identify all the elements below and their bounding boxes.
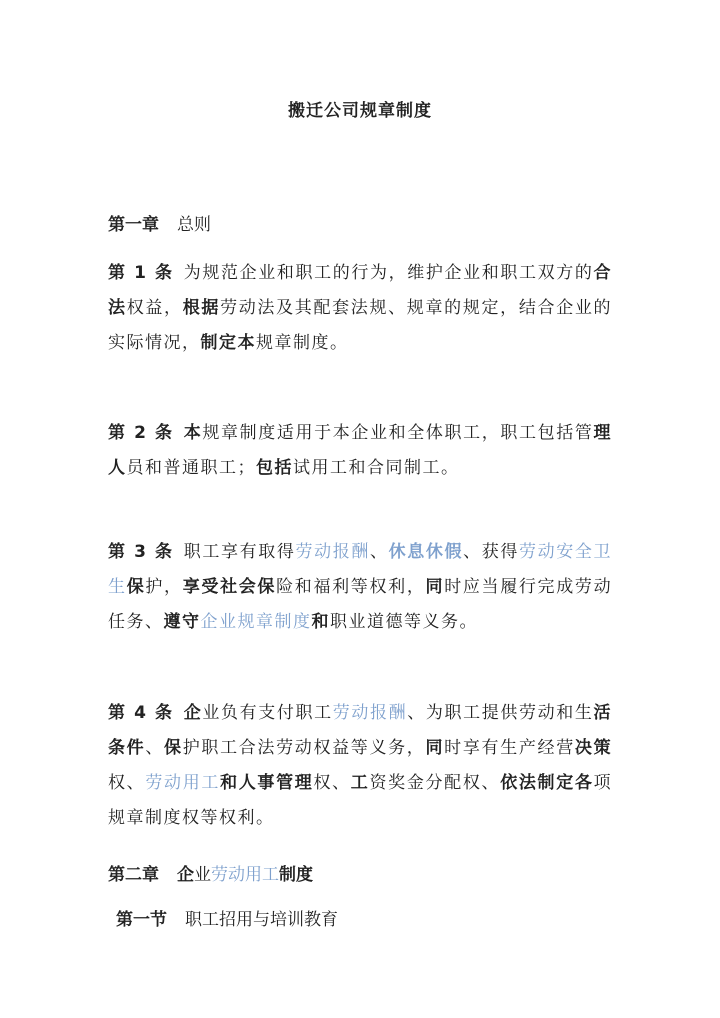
- article-2-text: 包括: [256, 458, 293, 478]
- article-3-highlight: 企业规章制度: [200, 612, 312, 632]
- article-4-text: 同: [425, 738, 445, 758]
- article-1-text: 权益，: [126, 298, 183, 318]
- article-3-label: 第 3 条: [108, 542, 174, 562]
- article-3-text: 和: [311, 612, 330, 632]
- article-3-highlight: 休息休假: [388, 542, 464, 562]
- article-3-text: 、: [369, 542, 389, 562]
- article-3-text: 遵守: [163, 612, 201, 632]
- article-3-text: 险和福利等权利，: [276, 577, 426, 597]
- article-1-text: 合法: [108, 263, 613, 318]
- chapter-2-label: 第二章: [108, 865, 159, 885]
- article-4-text: 权、: [108, 773, 146, 793]
- article-4-highlight: 劳动用工: [145, 773, 221, 793]
- article-1-text: 规章制度。: [256, 333, 349, 353]
- chapter-1-label: 第一章: [108, 215, 159, 235]
- article-3-text: 职业道德等义务。: [330, 612, 478, 632]
- chapter-2-heading: [108, 860, 313, 885]
- article-1-text: 为规范企业和职工的行为，维护企业和职工双方的: [183, 263, 594, 283]
- article-4-text: 和人事管理: [220, 773, 314, 793]
- article-4-text: 、为职工提供劳动和生: [407, 703, 594, 723]
- chapter-2-text: 制度: [279, 865, 313, 885]
- article-2-text: 理人: [108, 423, 613, 478]
- article-4: [108, 696, 612, 836]
- article-1: [108, 256, 612, 361]
- article-3-text: 享受社会保: [182, 577, 277, 597]
- article-1-text: 劳动法及其配套法规、规章的规定，结合企业的实际情况，: [108, 298, 613, 353]
- chapter-1-name: 总则: [177, 215, 211, 235]
- article-4-text: 企: [183, 703, 203, 723]
- article-3-highlight: 劳动报酬: [295, 542, 370, 562]
- article-4-highlight: 劳动报酬: [332, 703, 408, 723]
- article-2-text: 员和普通职工；: [126, 458, 256, 478]
- chapter-2-text: 企: [177, 865, 194, 885]
- article-4-text: 项规章制度权等权利。: [108, 773, 613, 828]
- article-3-text: 护，: [145, 577, 183, 597]
- article-2-text: 本: [183, 423, 203, 443]
- article-2: [108, 416, 612, 486]
- article-1-text: 根据: [182, 298, 221, 318]
- article-3-text: 同: [425, 577, 445, 597]
- article-4-text: 资奖金分配权、: [369, 773, 501, 793]
- article-4-text: 决策: [574, 738, 613, 758]
- article-4-text: 、: [145, 738, 165, 758]
- article-3: [108, 535, 612, 640]
- article-2-label: 第 2 条: [108, 423, 174, 443]
- article-4-text: 保: [164, 738, 183, 758]
- document-title: 搬迁公司规章制度: [288, 101, 432, 121]
- article-2-text: 试用工和合同制工。: [293, 458, 460, 478]
- section-1-heading: [116, 905, 338, 930]
- article-4-text: 活条件: [108, 703, 613, 758]
- article-4-text: 权、: [313, 773, 351, 793]
- article-3-highlight: 劳动安全卫生: [108, 542, 613, 597]
- article-1-text: 制定本: [200, 333, 256, 353]
- article-4-label: 第 4 条: [108, 703, 174, 723]
- article-1-label: 第 1 条: [108, 263, 174, 283]
- article-4-text: 时享有生产经营: [444, 738, 575, 758]
- section-1-name: 职工招用与培训教育: [185, 910, 338, 930]
- article-4-text: 业负有支付职工: [202, 703, 333, 723]
- article-4-text: 工: [350, 773, 370, 793]
- chapter-2-text: 业: [194, 865, 211, 885]
- article-4-text: 依法制定各: [500, 773, 594, 793]
- article-3-text: 、获得: [463, 542, 520, 562]
- chapter-2-highlight: 劳动用工: [211, 865, 279, 885]
- article-3-text: 时应当履行完成劳动任务、: [108, 577, 613, 632]
- article-4-text: 护职工合法劳动权益等义务，: [182, 738, 426, 758]
- article-2-text: 规章制度适用于本企业和全体职工，职工包括管: [202, 423, 594, 443]
- section-1-label: 第一节: [116, 910, 167, 930]
- article-3-text: 保: [126, 577, 146, 597]
- chapter-1-heading: [108, 210, 211, 235]
- article-3-text: 职工享有取得: [183, 542, 296, 562]
